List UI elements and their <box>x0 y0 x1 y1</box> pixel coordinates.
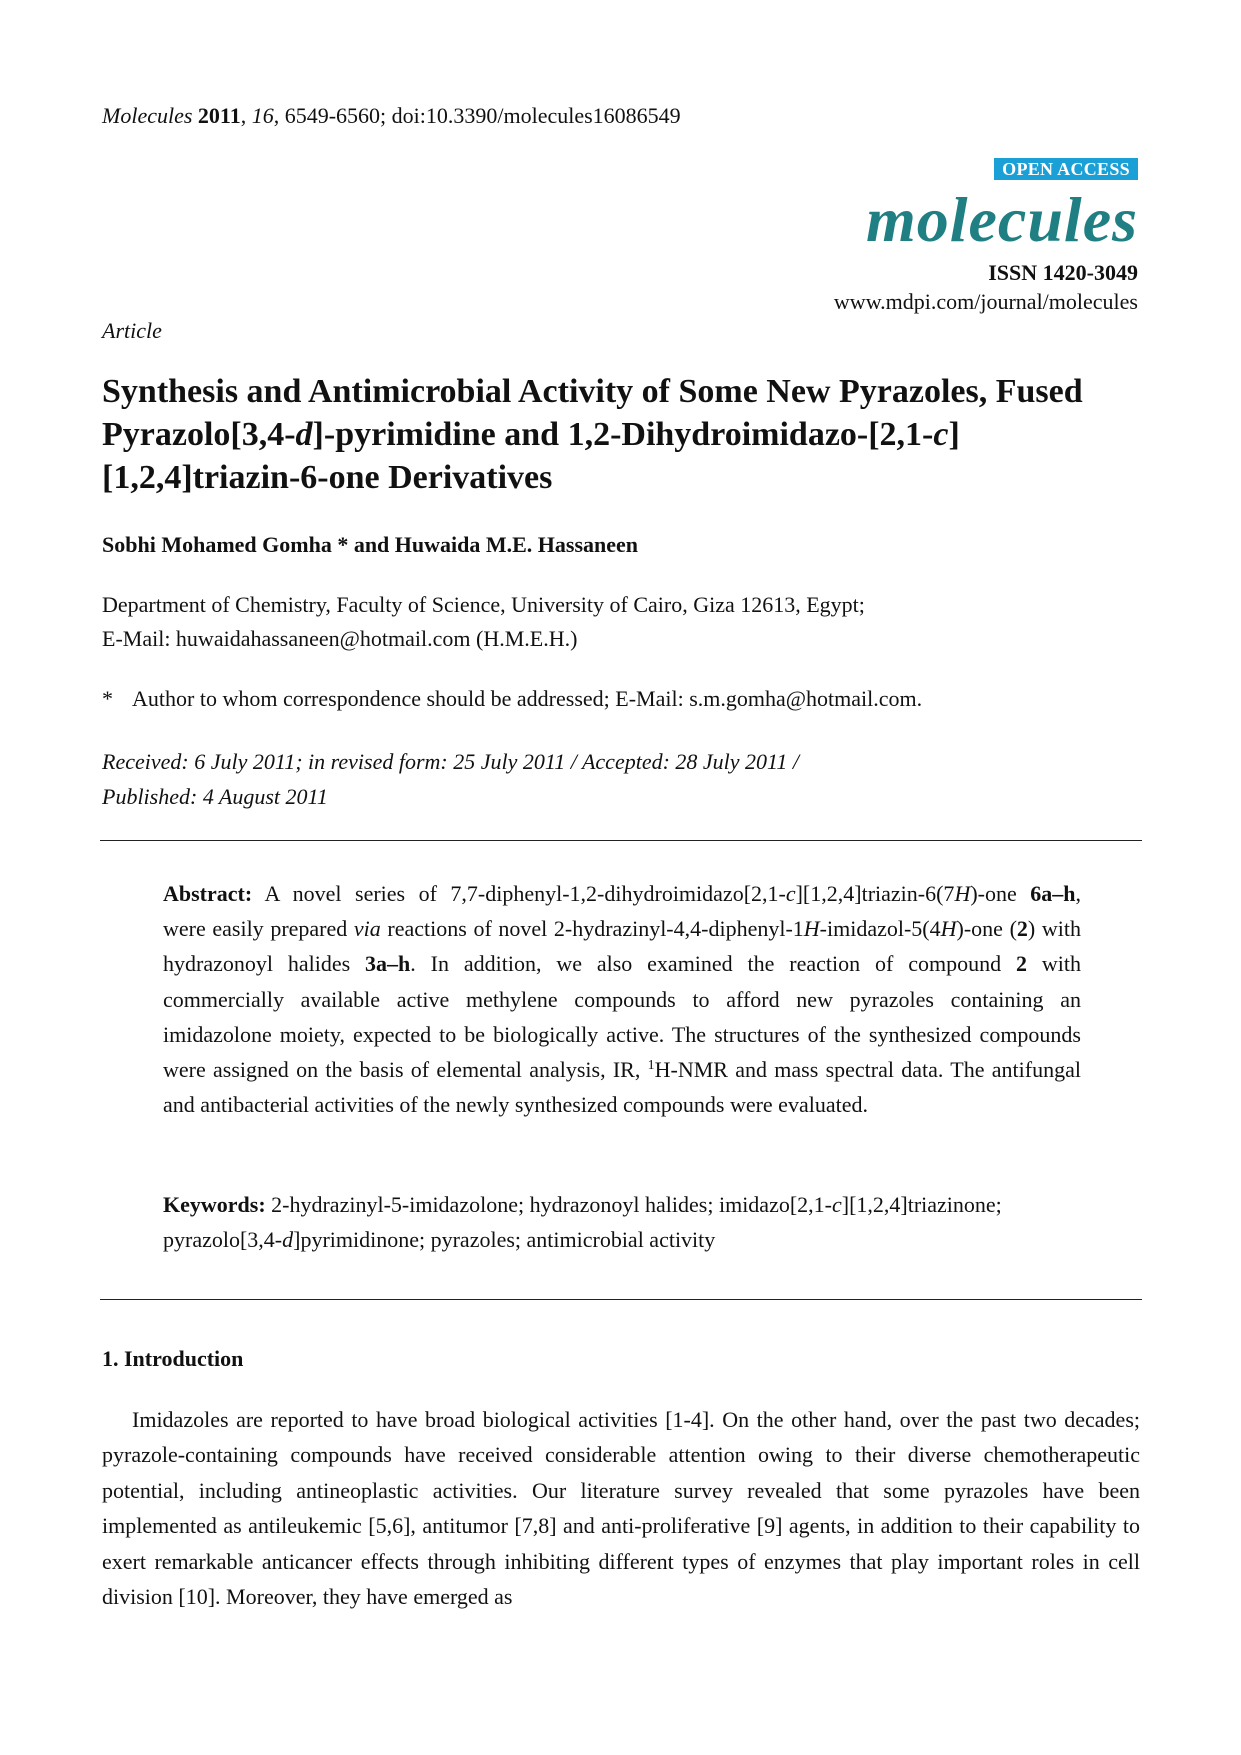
keywords-italic: c <box>831 1192 842 1217</box>
journal-logo: molecules <box>865 184 1138 255</box>
citation-journal: Molecules <box>102 103 193 128</box>
abstract-text: ][1,2,4]triazin-6(7 <box>795 881 955 906</box>
affiliation-email[interactable]: E-Mail: huwaidahassaneen@hotmail.com (H.M.E.H.) <box>102 626 578 651</box>
correspondence-marker: * <box>102 686 113 711</box>
bottom-divider <box>100 1299 1142 1300</box>
abstract-text: , were easily prepared <box>163 881 1081 942</box>
correspondence-note <box>102 686 922 712</box>
abstract-text: )-one ( <box>956 916 1017 942</box>
keywords-text: ]pyrimidinone; pyrazoles; antimicrobial activity <box>293 1227 716 1252</box>
abstract-text: reactions of novel 2-hydrazinyl-4,4-diphenyl-1 <box>380 916 804 942</box>
abstract-text: A novel series of 7,7-diphenyl-1,2-dihydroimidazo[2,1- <box>252 881 786 906</box>
citation-year: 2011 <box>197 103 241 128</box>
abstract-italic: via <box>353 916 381 942</box>
title-text-2: ]-pyrimidine and 1,2-Dihydroimidazo-[2,1- <box>312 416 934 453</box>
citation-pages-doi: , 6549-6560; doi:10.3390/molecules16086549 <box>273 103 681 128</box>
keywords <box>163 1187 1081 1257</box>
abstract-text: with commercially available active methylene compounds to afford new pyrazoles containing an imidazolone moiety, expected to be biologically active. The structures of the synthesized compounds were assigned on the basis of elemental analysis, IR, <box>163 951 1081 1083</box>
abstract-text: )-one <box>970 881 1031 906</box>
journal-url[interactable]: www.mdpi.com/journal/molecules <box>833 289 1138 314</box>
keywords-text: ][1,2,4]triazinone; pyrazolo[3,4- <box>163 1192 1002 1252</box>
abstract <box>163 876 1081 1122</box>
abstract-italic: H <box>803 916 820 942</box>
title-italic-1: d <box>295 416 313 453</box>
top-divider <box>100 840 1142 841</box>
abstract-italic: H <box>940 916 957 942</box>
compound-ref: 6a–h <box>1030 881 1076 906</box>
abstract-text: ) with hydrazonoyl halides <box>163 916 1081 977</box>
abstract-text: H-NMR and mass spectral data. The antifungal and antibacterial activities of the newly synthesized compounds were evaluated. <box>163 1057 1081 1118</box>
title-text-1: Synthesis and Antimicrobial Activity of Some New Pyrazoles, Fused Pyrazolo[3,4- <box>102 373 1083 453</box>
paper-title <box>102 370 1142 499</box>
compound-ref: 2 <box>1015 951 1027 977</box>
citation-volume: 16 <box>251 103 274 128</box>
dates-line-2: Published: 4 August 2011 <box>102 784 328 809</box>
abstract-italic: c <box>785 881 796 906</box>
title-text-3: ][1,2,4]triazin-6-one Derivatives <box>102 416 960 496</box>
affiliation <box>102 588 865 656</box>
keywords-label: Keywords: <box>163 1192 266 1217</box>
superscript: 1 <box>647 1058 655 1074</box>
correspondence-text: Author to whom correspondence should be addressed; E-Mail: s.m.gomha@hotmail.com. <box>132 686 923 711</box>
issn: ISSN 1420-3049 <box>988 260 1138 285</box>
open-access-badge: OPEN ACCESS <box>994 158 1138 180</box>
keywords-text: 2-hydrazinyl-5-imidazolone; hydrazonoyl halides; imidazo[2,1- <box>265 1192 832 1217</box>
abstract-label: Abstract: <box>163 881 253 906</box>
section-heading: 1. Introduction <box>102 1346 244 1371</box>
citation-line: Molecules 2011, 16, 6549-6560; doi:10.3390/molecules16086549 <box>102 103 681 128</box>
compound-ref: 3a–h <box>365 951 411 977</box>
article-type: Article <box>102 318 162 343</box>
compound-ref: 2 <box>1016 916 1028 942</box>
publication-dates <box>102 744 799 814</box>
authors: Sobhi Mohamed Gomha * and Huwaida M.E. Hassaneen <box>102 532 639 557</box>
abstract-text: -imidazol-5(4 <box>819 916 941 942</box>
intro-paragraph: Imidazoles are reported to have broad biological activities [1-4]. On the other hand, over the past two decades; pyrazole-containing compounds have received considerable attention owing to their diverse chemotherapeutic potential, including antineoplastic activities. Our literature survey revealed that some pyrazoles have been implemented as antileukemic [5,6], antitumor [7,8] and anti-proliferative [9] agents, in addition to their capability to exert remarkable anticancer effects through inhibiting different types of enzymes that play important roles in cell division [10]. Moreover, they have emerged as <box>102 1407 1140 1610</box>
abstract-italic: H <box>954 881 971 906</box>
affiliation-department: Department of Chemistry, Faculty of Science, University of Cairo, Giza 12613, Egypt; <box>102 592 865 617</box>
keywords-italic: d <box>282 1227 294 1252</box>
dates-line-1: Received: 6 July 2011; in revised form: 25 July 2011 / Accepted: 28 July 2011 / <box>102 749 800 774</box>
title-italic-2: c <box>933 416 949 453</box>
abstract-text: . In addition, we also examined the reaction of compound <box>410 951 1016 977</box>
